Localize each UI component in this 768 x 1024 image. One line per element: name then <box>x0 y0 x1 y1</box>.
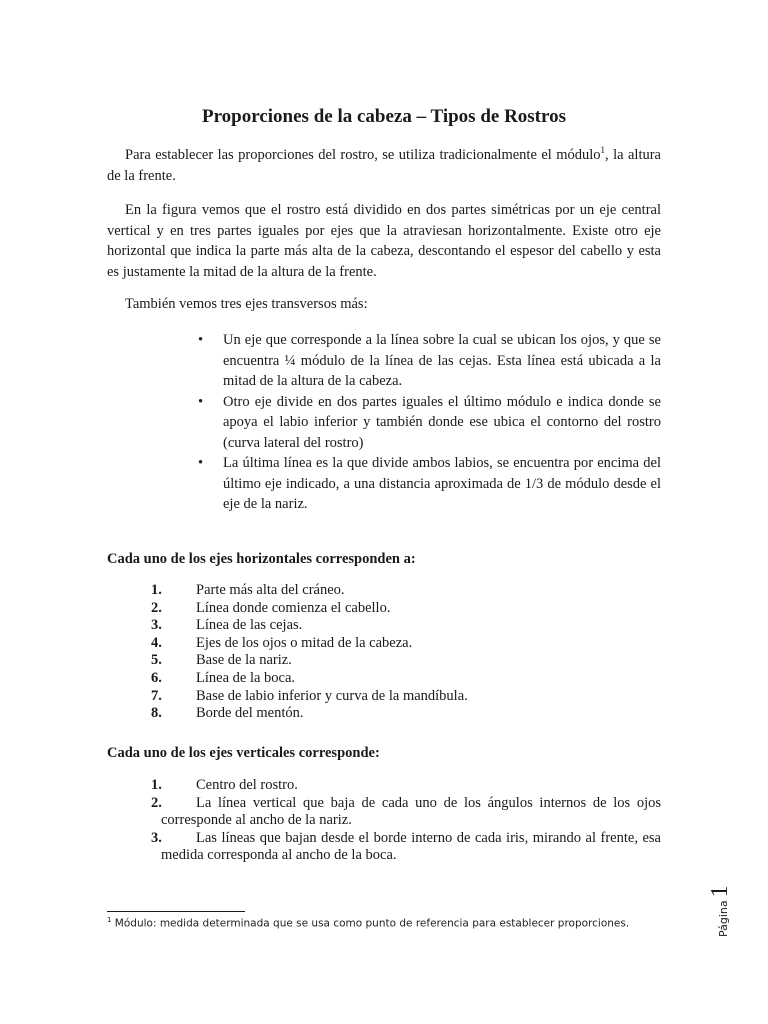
list-text: Línea de las cejas. <box>196 617 303 634</box>
list-item <box>107 830 661 864</box>
list-number: 3. <box>151 617 162 634</box>
bullet-text: La última línea es la que divide ambos labios, se encuentra por encima del último eje indicado, a una distancia aproximada de 1/3 de módulo desde el eje de la nariz. <box>223 455 661 512</box>
list-number: 1. <box>151 582 162 598</box>
list-number: 7. <box>151 687 162 704</box>
list-item <box>107 635 661 653</box>
list-item <box>107 617 661 635</box>
list-number: 4. <box>151 634 162 651</box>
intro-text-end: , la altura de la frente. <box>107 147 661 184</box>
list-item <box>107 652 661 670</box>
vertical-axes-list <box>107 777 661 865</box>
bullet-item <box>198 330 661 392</box>
list-item <box>107 777 661 794</box>
list-item <box>107 705 661 723</box>
list-number: 5. <box>151 652 162 669</box>
bullet-item <box>198 453 661 515</box>
bullet-marker: • <box>198 332 204 348</box>
list-number: 2. <box>151 599 162 616</box>
list-item <box>107 600 661 618</box>
list-item <box>107 795 661 829</box>
list-text: Borde del mentón. <box>196 705 304 722</box>
transverse-axes-intro: También vemos tres ejes transversos más: <box>125 296 368 312</box>
vertical-axes-heading: Cada uno de los ejes verticales corresponde: <box>107 745 380 761</box>
list-item <box>107 688 661 706</box>
list-number: 6. <box>151 669 162 686</box>
bullet-marker: • <box>198 455 204 471</box>
list-text: Línea donde comienza el cabello. <box>196 599 391 616</box>
footnote-separator <box>107 911 245 912</box>
intro-paragraph <box>107 145 661 186</box>
bullet-item <box>198 392 661 454</box>
list-item <box>107 670 661 688</box>
list-text: Centro del rostro. <box>196 777 298 793</box>
list-text: Línea de la boca. <box>196 669 296 686</box>
figure-description-paragraph: En la figura vemos que el rostro está dividido en dos partes simétricas por un eje central vertical y en tres partes iguales por ejes que la atraviesan horizontalmente. Existe otro eje horizontal que indica la parte más alta de la cabeza, descontando el espesor del cabello y esta es justamente la mitad de la altura de la frente. <box>107 202 661 280</box>
horizontal-axes-heading: Cada uno de los ejes horizontales corresponden a: <box>107 551 416 567</box>
footnote-reference: 1 <box>600 145 606 156</box>
page-title: Proporciones de la cabeza – Tipos de Rostros <box>201 106 566 127</box>
list-text: Parte más alta del cráneo. <box>196 582 345 598</box>
page-label: Página <box>717 900 730 937</box>
list-item <box>107 582 661 600</box>
footnote-number: 1 <box>107 916 112 924</box>
list-number: 3. <box>151 830 162 846</box>
list-text: Las líneas que bajan desde el borde interno de cada iris, mirando al frente, esa medida corresponda al ancho de la boca. <box>161 830 661 863</box>
intro-text: Para establecer las proporciones del rostro, se utiliza tradicionalmente el módulo <box>125 147 601 163</box>
footnote <box>107 916 667 930</box>
horizontal-axes-list <box>107 582 661 723</box>
list-text: Base de labio inferior y curva de la mandíbula. <box>196 687 468 704</box>
bullet-text: Otro eje divide en dos partes iguales el último módulo e indica donde se apoya el labio inferior y también donde ese ubica el contorno del rostro (curva lateral del rostro) <box>223 393 661 451</box>
list-number: 8. <box>151 705 162 722</box>
list-text: Ejes de los ojos o mitad de la cabeza. <box>196 634 413 651</box>
list-number: 2. <box>151 795 162 811</box>
bullet-marker: • <box>198 393 204 410</box>
page-number <box>706 877 733 937</box>
page-number-value: 1 <box>707 885 733 898</box>
list-number: 1. <box>151 777 162 793</box>
bullet-text: Un eje que corresponde a la línea sobre la cual se ubican los ojos, y que se encuentra ¼ módulo de la línea de las cejas. Esta línea está ubicada a la mitad de la altura de la cabeza. <box>223 332 661 389</box>
transverse-axes-list <box>198 330 661 515</box>
list-text: La línea vertical que baja de cada uno de los ángulos internos de los ojos corresponde al ancho de la nariz. <box>161 795 661 828</box>
list-text: Base de la nariz. <box>196 652 292 669</box>
footnote-text: Módulo: medida determinada que se usa como punto de referencia para establecer proporciones. <box>111 917 630 930</box>
